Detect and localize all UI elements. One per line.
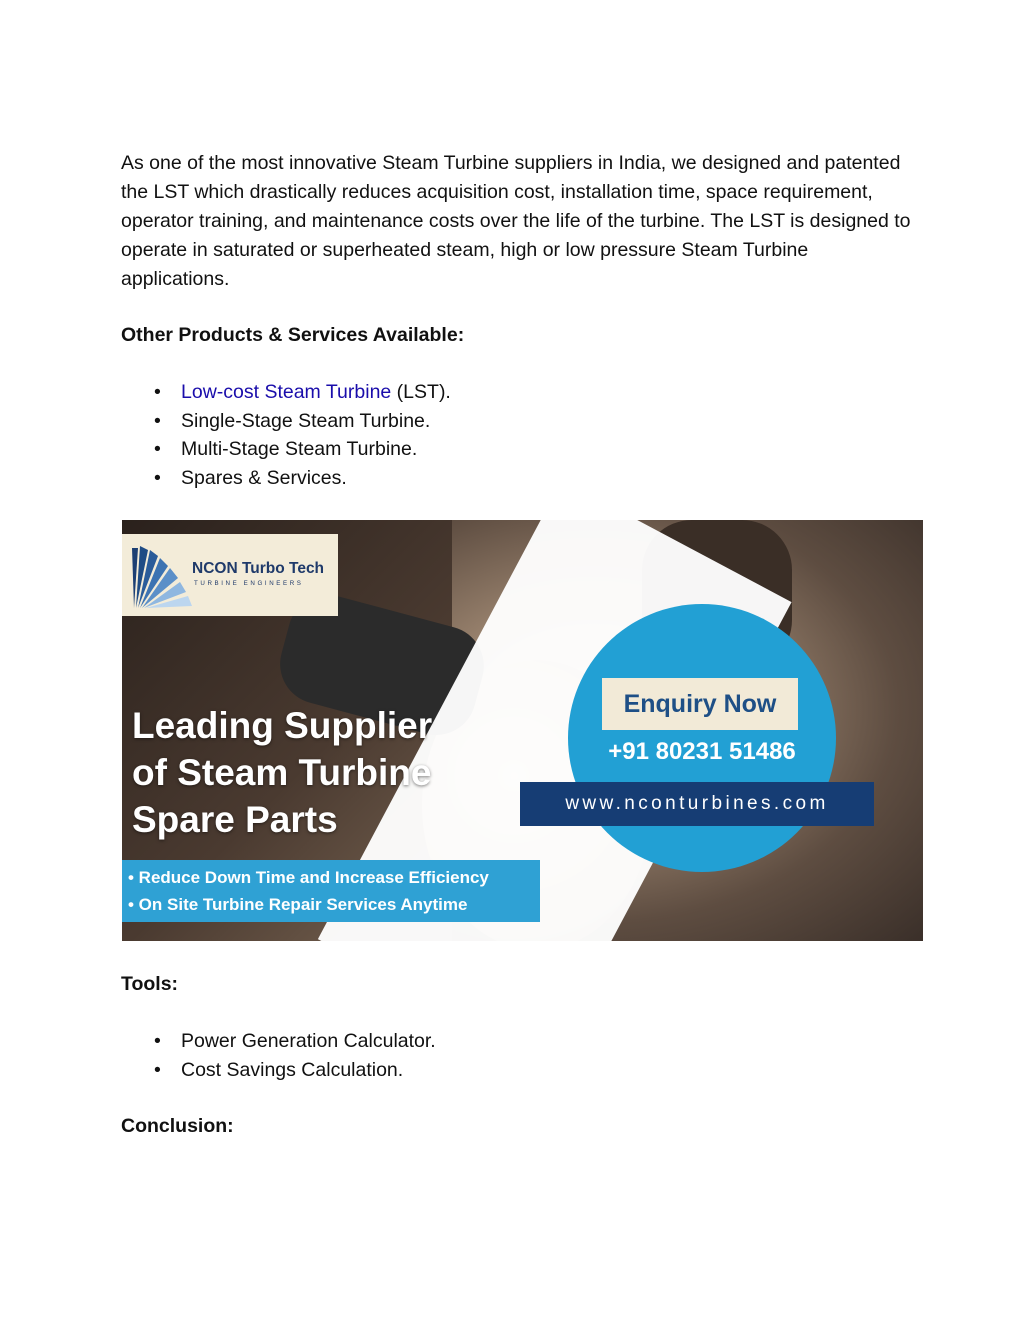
- feature-item: • On Site Turbine Repair Services Anytime: [128, 895, 468, 914]
- products-list: [121, 378, 451, 492]
- fan-logo-icon: [126, 538, 198, 612]
- tools-list: [121, 1027, 436, 1084]
- company-logo: [122, 534, 338, 616]
- list-item: • Single-Stage Steam Turbine.: [121, 407, 451, 436]
- logo-tagline: TURBINE ENGINEERS: [194, 580, 304, 587]
- low-cost-turbine-link[interactable]: Low-cost Steam Turbine: [181, 381, 392, 403]
- list-item: • Power Generation Calculator.: [121, 1027, 436, 1056]
- feature-item: • Reduce Down Time and Increase Efficiency: [128, 868, 489, 887]
- phone-number: +91 80231 51486: [608, 738, 796, 765]
- list-item: • Low-cost Steam Turbine (LST).: [121, 378, 451, 407]
- logo-name: NCON Turbo Tech: [192, 560, 325, 577]
- feature-list: [122, 860, 540, 922]
- promo-banner-image: [122, 520, 923, 941]
- list-item: • Spares & Services.: [121, 464, 451, 493]
- intro-paragraph: As one of the most innovative Steam Turbine suppliers in India, we designed and patented the LST which drastically reduces acquisition cost, installation time, space requirement, operator training, and maintenance costs over the life of the turbine. The LST is designed to operate in saturated or superheated steam, high or low pressure Steam Turbine applications.: [121, 152, 911, 290]
- list-item: • Multi-Stage Steam Turbine.: [121, 435, 451, 464]
- banner-headline: Leading Supplier of Steam Turbine Spare Parts: [132, 705, 433, 840]
- products-heading: Other Products & Services Available:: [121, 324, 465, 346]
- conclusion-heading: Conclusion:: [121, 1115, 234, 1137]
- list-item: • Cost Savings Calculation.: [121, 1056, 436, 1085]
- enquiry-now-button: Enquiry Now: [602, 678, 798, 730]
- website-url: www.nconturbines.com: [520, 782, 874, 826]
- tools-heading: Tools:: [121, 973, 179, 995]
